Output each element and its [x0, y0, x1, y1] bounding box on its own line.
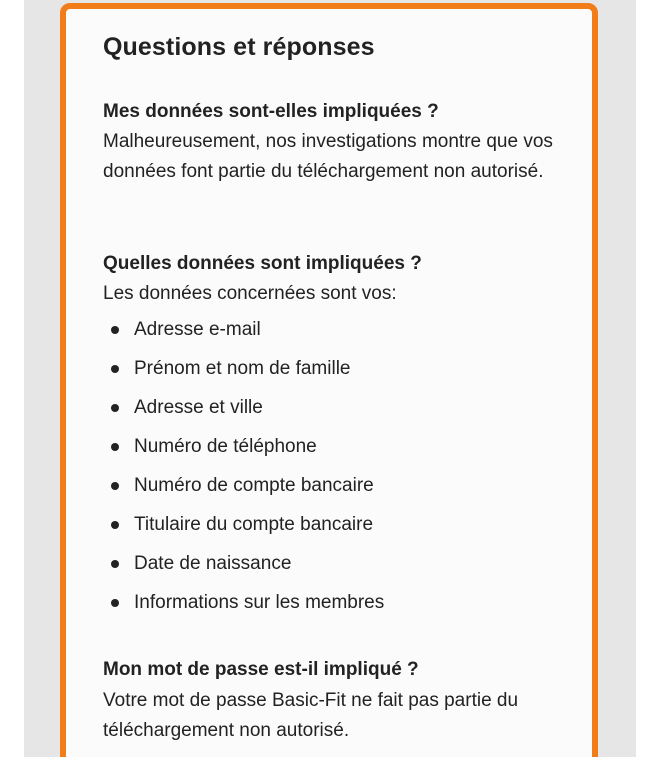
bullet-icon — [111, 365, 119, 373]
question-password-involved: Mon mot de passe est-il impliqué ? — [103, 659, 419, 680]
list-item — [103, 469, 384, 508]
list-item — [103, 430, 384, 469]
list-item-label: Adresse et ville — [134, 397, 263, 418]
bullet-icon — [111, 599, 119, 607]
list-item — [103, 391, 384, 430]
bullet-icon — [111, 326, 119, 334]
list-item-label: Informations sur les membres — [134, 592, 385, 613]
faq-title: Questions et réponses — [103, 33, 375, 61]
question-data-involved: Mes données sont-elles impliquées ? — [103, 101, 439, 122]
bullet-icon — [111, 560, 119, 568]
list-item-label: Adresse e-mail — [134, 319, 261, 340]
bullet-icon — [111, 482, 119, 490]
list-item-label: Titulaire du compte bancaire — [134, 514, 374, 535]
list-item-label: Prénom et nom de famille — [134, 358, 351, 379]
list-item — [103, 313, 384, 352]
bullet-icon — [111, 443, 119, 451]
question-which-data: Quelles données sont impliquées ? — [103, 253, 422, 274]
answer-data-involved: Malheureusement, nos investigations montre que vos données font partie du téléchargement non autorisé. — [103, 131, 553, 182]
list-item-label: Numéro de téléphone — [134, 436, 317, 457]
bullet-icon — [111, 404, 119, 412]
list-item — [103, 547, 384, 586]
answer-password-involved: Votre mot de passe Basic-Fit ne fait pas partie du téléchargement non autorisé. — [103, 690, 519, 741]
bullet-icon — [111, 521, 119, 529]
list-item — [103, 586, 384, 625]
list-item — [103, 352, 384, 391]
list-item-label: Numéro de compte bancaire — [134, 475, 374, 496]
answer-which-data: Les données concernées sont vos: — [103, 283, 397, 304]
involved-data-list — [103, 313, 384, 625]
list-item-label: Date de naissance — [134, 553, 292, 574]
list-item — [103, 508, 384, 547]
